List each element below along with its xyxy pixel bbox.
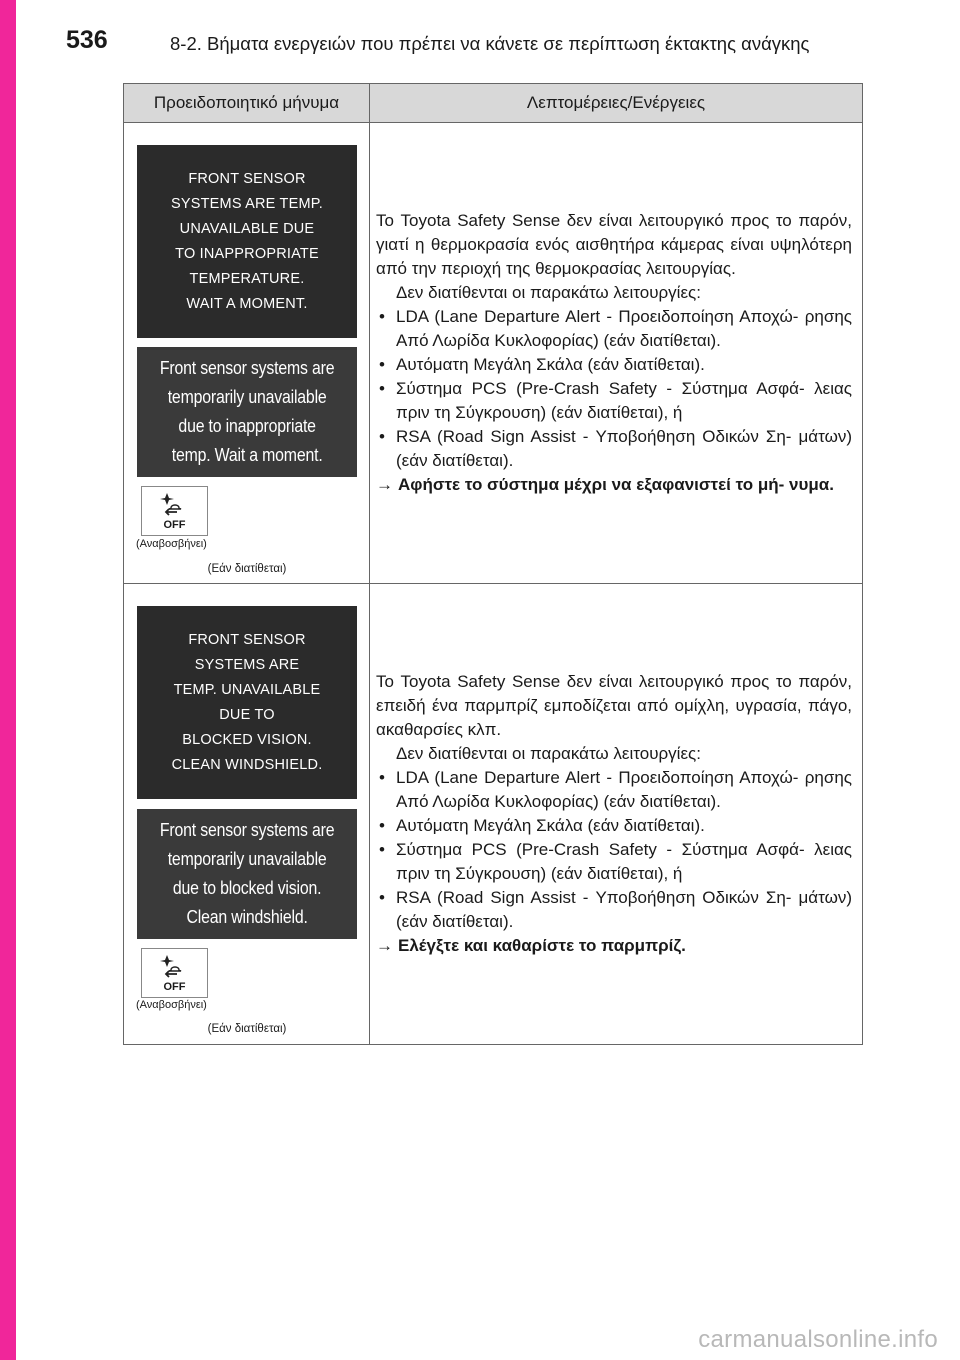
arrow-icon: → <box>376 936 393 955</box>
list-item: • Αυτόματη Μεγάλη Σκάλα (εάν διατίθεται). <box>376 814 852 838</box>
side-color-strip <box>0 0 16 1360</box>
lane-departure-off-icon <box>157 953 191 981</box>
blink-caption: (Αναβοσβήνει) <box>136 999 207 1011</box>
action-instruction <box>376 473 852 497</box>
column-header-warning: Προειδοποιητικό μήνυμα <box>124 84 370 123</box>
column-header-details: Λεπτομέρειες/Ενέργειες <box>370 84 863 123</box>
action-instruction <box>376 934 852 958</box>
list-item: • Σύστημα PCS (Pre-Crash Safety - Σύστημα Ασφά- λειας πριν τη Σύγκρουση) (εάν διατίθεται), ή <box>376 377 852 425</box>
warning-cell <box>124 123 370 584</box>
tss-off-indicator <box>141 948 208 998</box>
arrow-icon: → <box>376 475 393 494</box>
details-cell <box>370 584 863 1045</box>
details-text <box>370 209 862 497</box>
action-text: Αφήστε το σύστημα μέχρι να εξαφανιστεί το μή- νυμα. <box>398 475 834 494</box>
list-item: • Σύστημα PCS (Pre-Crash Safety - Σύστημα Ασφά- λειας πριν τη Σύγκρουση) (εάν διατίθεται), ή <box>376 838 852 886</box>
display-screen-text: Front sensor systems are temporarily unavailable due to blocked vision. Clean windshield. <box>159 820 335 927</box>
availability-caption: (Εάν διατίθεται) <box>207 1023 287 1035</box>
details-subheading: Δεν διατίθενται οι παρακάτω λειτουργίες: <box>396 744 701 763</box>
tss-off-indicator <box>141 486 208 536</box>
watermark: carmanualsonline.info <box>698 1326 938 1353</box>
off-label: OFF <box>163 981 186 993</box>
unavailable-functions-list <box>376 766 852 934</box>
action-text: Ελέγξτε και καθαρίστε το παρμπρίζ. <box>398 936 686 955</box>
details-text <box>370 670 862 958</box>
list-item: • RSA (Road Sign Assist - Υποβοήθηση Οδικών Ση- μάτων) (εάν διατίθεται). <box>376 886 852 934</box>
details-cell <box>370 123 863 584</box>
table-header-row <box>124 84 863 123</box>
details-subheading: Δεν διατίθενται οι παρακάτω λειτουργίες: <box>396 283 701 302</box>
display-screen-text: Front sensor systems are temporarily unavailable due to inappropriate temp. Wait a moment. <box>159 358 335 465</box>
warning-message-panel <box>137 145 357 338</box>
off-label: OFF <box>163 519 186 531</box>
table-row <box>124 123 863 584</box>
table-row <box>124 584 863 1045</box>
page-number: 536 <box>66 26 108 54</box>
warning-message-panel <box>137 606 357 799</box>
details-intro: Το Toyota Safety Sense δεν είναι λειτουργικό προς το παρόν, γιατί η θερμοκρασία ενός αισθητήρα κάμερας είναι υψηλότερη από την περιοχή της θερμοκρασίας λειτουργίας. <box>376 211 852 278</box>
section-title: 8-2. Βήματα ενεργειών που πρέπει να κάνετε σε περίπτωση έκτακτης ανάγκης <box>170 33 810 54</box>
warning-message-text: FRONT SENSOR SYSTEMS ARE TEMP. UNAVAILABLE DUE TO BLOCKED VISION. CLEAN WINDSHIELD. <box>171 631 323 773</box>
display-screen-image <box>137 809 357 939</box>
warning-cell <box>124 584 370 1045</box>
list-item: • Αυτόματη Μεγάλη Σκάλα (εάν διατίθεται). <box>376 353 852 377</box>
warning-table <box>123 83 863 1045</box>
blink-caption: (Αναβοσβήνει) <box>136 538 207 550</box>
list-item: • LDA (Lane Departure Alert - Προειδοποίηση Αποχώ- ρησης Από Λωρίδα Κυκλοφορίας) (εάν διατίθεται). <box>376 766 852 814</box>
warning-message-text: FRONT SENSOR SYSTEMS ARE TEMP. UNAVAILABLE DUE TO INAPPROPRIATE TEMPERATURE. WAIT A MOMENT. <box>171 170 323 312</box>
list-item: • RSA (Road Sign Assist - Υποβοήθηση Οδικών Ση- μάτων) (εάν διατίθεται). <box>376 425 852 473</box>
details-intro: Το Toyota Safety Sense δεν είναι λειτουργικό προς το παρόν, επειδή ένα παρμπρίζ εμποδίζεται από ομίχλη, υγρασία, πάγο, ακαθαρσίες κλπ. <box>376 672 852 739</box>
lane-departure-off-icon <box>157 491 191 519</box>
list-item: • LDA (Lane Departure Alert - Προειδοποίηση Αποχώ- ρησης Από Λωρίδα Κυκλοφορίας) (εάν διατίθεται). <box>376 305 852 353</box>
availability-caption: (Εάν διατίθεται) <box>207 563 287 575</box>
display-screen-image <box>137 347 357 477</box>
unavailable-functions-list <box>376 305 852 473</box>
